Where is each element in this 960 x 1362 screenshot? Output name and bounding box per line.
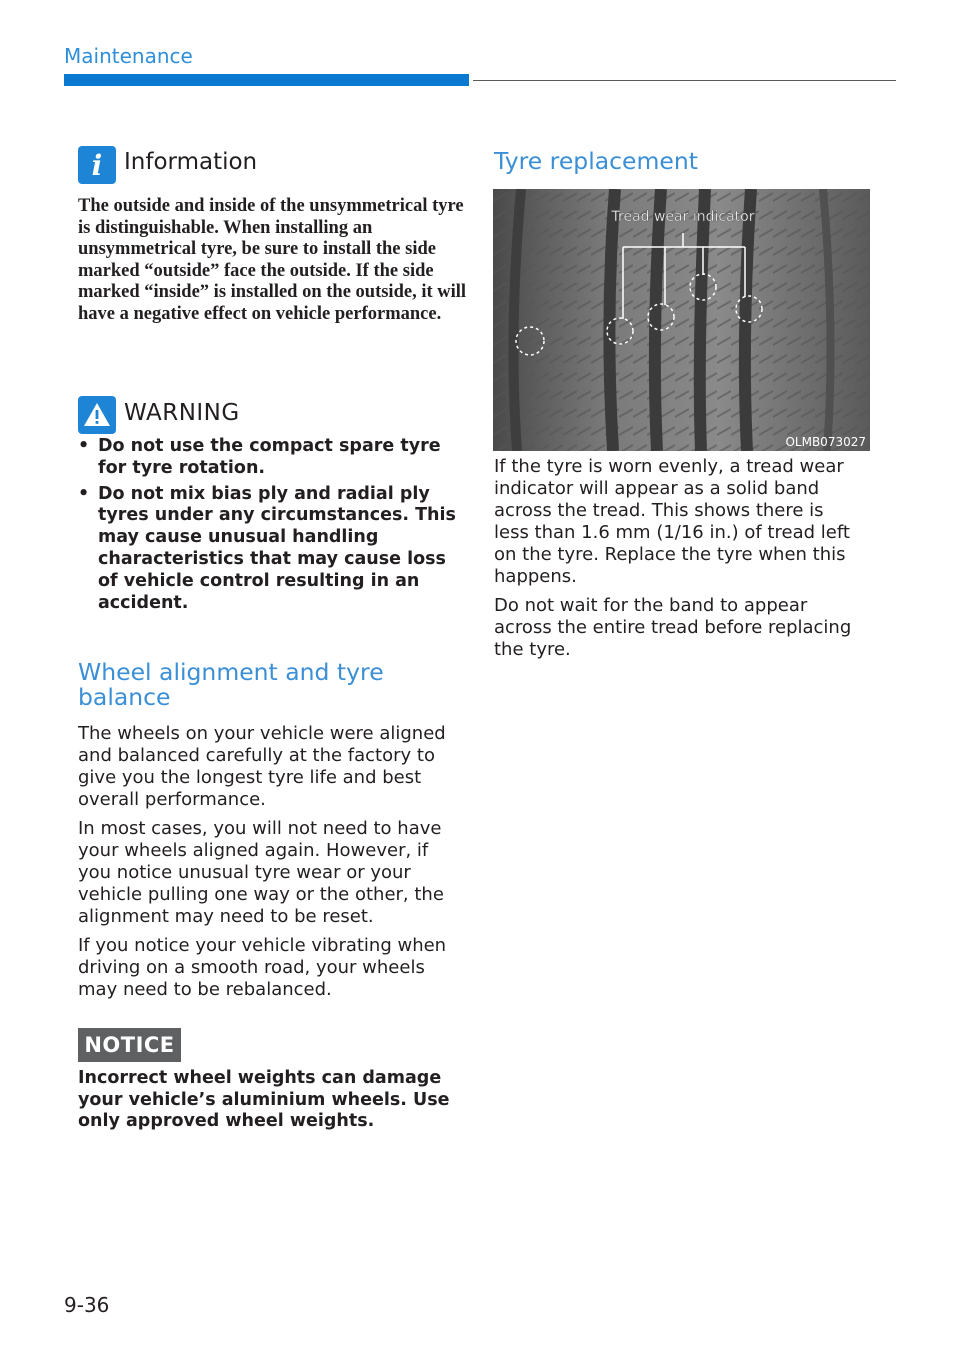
header-rule <box>473 80 896 81</box>
tyre-replacement-body <box>494 456 864 668</box>
page-number: 9-36 <box>64 1293 110 1317</box>
paragraph: In most cases, you will not need to have your wheels aligned again. However, if you notice unusual tyre wear or your vehicle pulling one way or the other, the alignment may need to be reset. <box>78 818 444 927</box>
info-body: The outside and inside of the unsymmetrical tyre is distinguishable. When installing an unsymmetrical tyre, be sure to install the side marked “outside” face the outside. If the side marked “inside” is installed on the outside, it will have a negative effect on vehicle performance. <box>78 196 467 324</box>
tread-wear-figure <box>493 189 870 451</box>
notice-body: Incorrect wheel weights can damage your vehicle’s aluminium wheels. Use only approved wheel weights. <box>78 1068 450 1131</box>
info-icon: i <box>78 146 116 184</box>
tyre-replacement-heading: Tyre replacement <box>494 147 698 175</box>
figure-code: OLMB073027 <box>785 435 866 449</box>
info-title: Information <box>124 149 258 175</box>
tyre-tread-image <box>493 189 870 451</box>
notice-badge: NOTICE <box>78 1028 181 1062</box>
paragraph: The wheels on your vehicle were aligned and balanced carefully at the factory to give you the longest tyre life and best overall performance. <box>78 723 446 810</box>
wheel-alignment-body <box>78 723 463 1008</box>
warning-item: • Do not mix bias ply and radial ply tyres under any circumstances. This may cause unusual handling characteristics that may cause loss of vehicle control resulting in an accident. <box>78 484 460 615</box>
header-rule-accent <box>64 74 469 86</box>
section-title: Maintenance <box>64 44 193 68</box>
warning-list <box>78 436 460 618</box>
warning-title: WARNING <box>124 400 240 426</box>
wheel-alignment-heading: Wheel alignment and tyre balance <box>78 658 384 711</box>
warning-icon <box>78 396 116 434</box>
warning-item: • Do not use the compact spare tyre for tyre rotation. <box>78 436 460 480</box>
paragraph: Do not wait for the band to appear across the entire tread before replacing the tyre. <box>494 595 852 660</box>
tread-wear-callout: Tread wear indicator <box>611 209 755 225</box>
paragraph: If you notice your vehicle vibrating when driving on a smooth road, your wheels may need to be rebalanced. <box>78 935 447 1000</box>
paragraph: If the tyre is worn evenly, a tread wear indicator will appear as a solid band across the tread. This shows there is less than 1.6 mm (1/16 in.) of tread left on the tyre. Replace the tyre when this happens. <box>494 456 850 587</box>
